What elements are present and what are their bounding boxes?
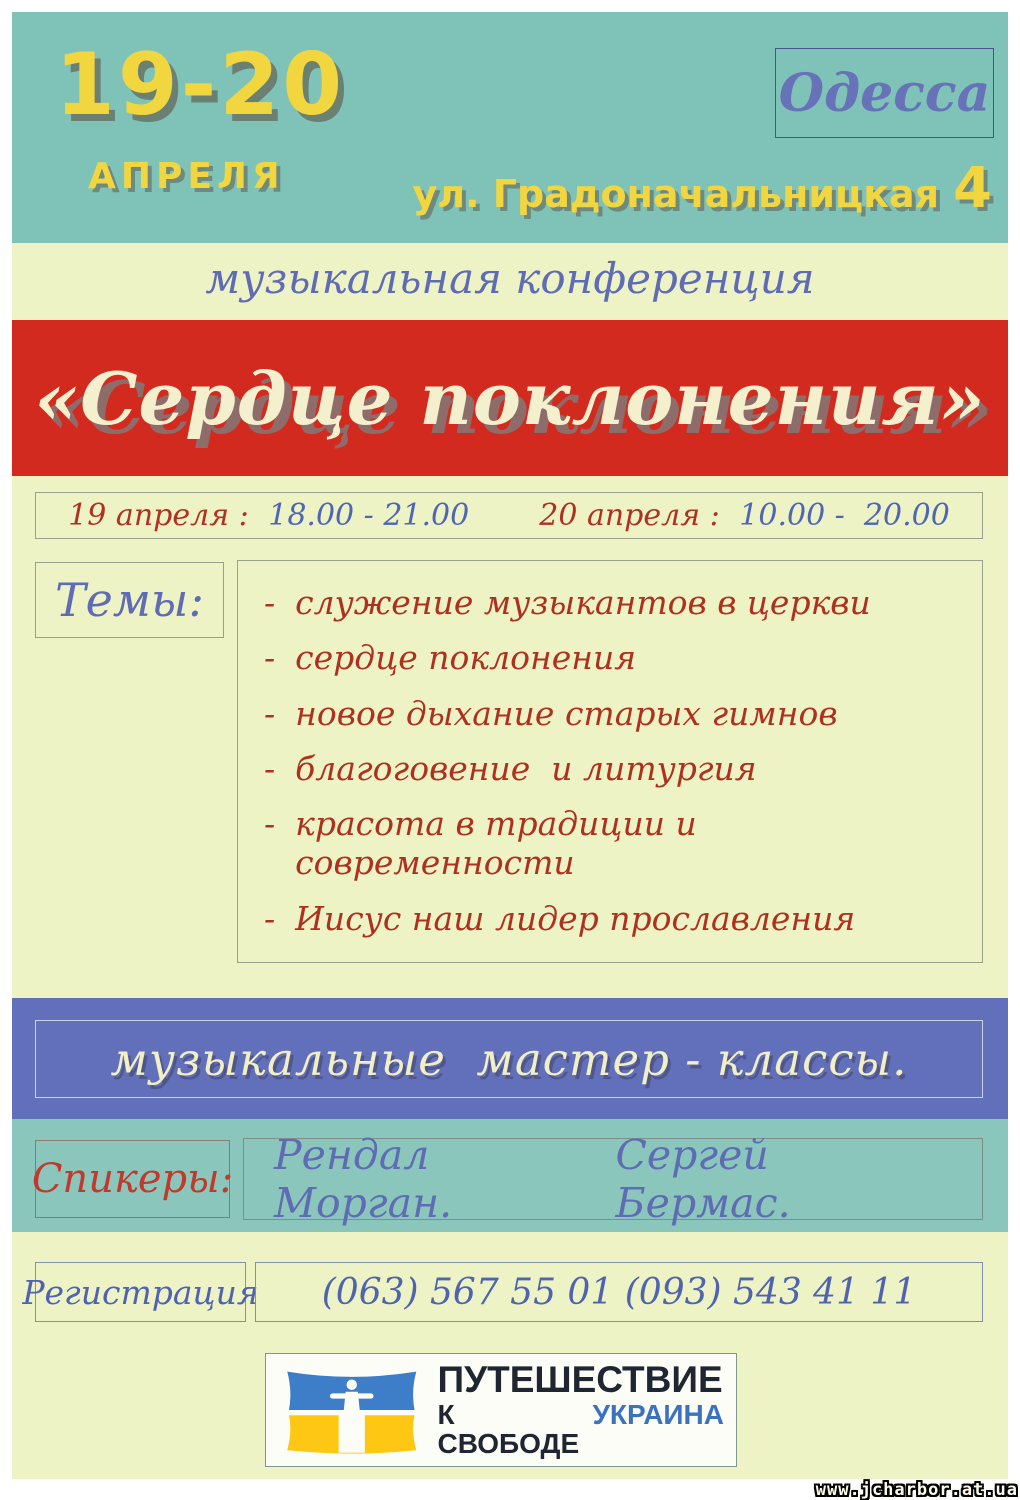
building-number: 4 xyxy=(953,156,992,221)
speakers-label-box xyxy=(31,1140,234,1218)
bullet-dash: - xyxy=(264,693,276,733)
list-item xyxy=(264,583,972,622)
day1-date: 19 апреля : xyxy=(68,498,249,533)
event-month: АПРЕЛЯ xyxy=(88,156,285,197)
topic-text: новое дыхание старых гимнов xyxy=(295,693,838,733)
website-watermark: www.jcharbor.at.ua xyxy=(815,1480,1018,1500)
list-item xyxy=(264,694,972,733)
day2-date: 20 апреля : xyxy=(539,498,720,533)
bullet-dash: - xyxy=(264,804,276,844)
topic-text: сердце поклонения xyxy=(295,638,637,678)
registration-label-box xyxy=(22,1262,259,1322)
logo-title: ПУТЕШЕСТВИЕ xyxy=(437,1359,723,1401)
masterclass-text: музыкальные мастер - классы. xyxy=(110,1032,908,1086)
phone-number: (093) 543 41 11 xyxy=(624,1271,917,1313)
city-name: Одесса xyxy=(778,62,991,124)
list-item xyxy=(264,749,972,788)
logo-country: УКРАИНА xyxy=(592,1399,724,1431)
schedule-box xyxy=(35,492,983,539)
schedule-day1 xyxy=(68,498,469,533)
topics-label-box xyxy=(35,562,224,638)
venue-address xyxy=(330,156,992,221)
masterclass-box xyxy=(35,1020,983,1098)
topics-list-box xyxy=(237,560,983,963)
conference-title: «Сердце поклонения» xyxy=(34,355,986,441)
schedule-day2 xyxy=(539,498,950,533)
conference-subtitle: музыкальная конференция xyxy=(205,254,815,303)
bullet-dash: - xyxy=(264,749,276,789)
bullet-dash: - xyxy=(264,583,276,623)
topic-text: служение музыкантов в церкви xyxy=(295,583,871,623)
topics-label: Темы: xyxy=(54,573,204,627)
list-item xyxy=(264,638,972,677)
speakers-label: Спикеры: xyxy=(31,1156,234,1202)
organization-logo xyxy=(265,1353,737,1467)
day2-time: 10.00 - 20.00 xyxy=(739,498,950,533)
city-box xyxy=(775,48,994,138)
topic-text: благоговение и литургия xyxy=(295,749,757,789)
bullet-dash: - xyxy=(264,638,276,678)
logo-text xyxy=(438,1361,725,1459)
street-name: ул. Градоначальницкая xyxy=(412,172,940,216)
speaker-name: Сергей Бермас. xyxy=(615,1131,791,1227)
day1-time: 18.00 - 21.00 xyxy=(268,498,470,533)
speakers-names-box xyxy=(243,1131,983,1227)
logo-subtitle: К СВОБОДЕ xyxy=(437,1399,580,1460)
registration-label: Регистрация xyxy=(22,1272,259,1312)
list-item xyxy=(264,899,972,938)
registration-phones-box xyxy=(255,1262,983,1322)
masterclass-band xyxy=(12,998,1008,1119)
topic-text: Иисус наш лидер прославления xyxy=(295,898,856,938)
list-item xyxy=(264,804,972,882)
event-dates: 19-20 xyxy=(55,35,346,135)
phone-number: (063) 567 55 01 xyxy=(321,1271,614,1313)
bullet-dash: - xyxy=(264,898,276,938)
title-band xyxy=(12,320,1008,476)
topic-text: красота в традиции и современности xyxy=(295,804,708,883)
ukraine-flag-pillow-icon xyxy=(282,1362,422,1458)
speaker-name: Рендал Морган. xyxy=(274,1131,453,1227)
